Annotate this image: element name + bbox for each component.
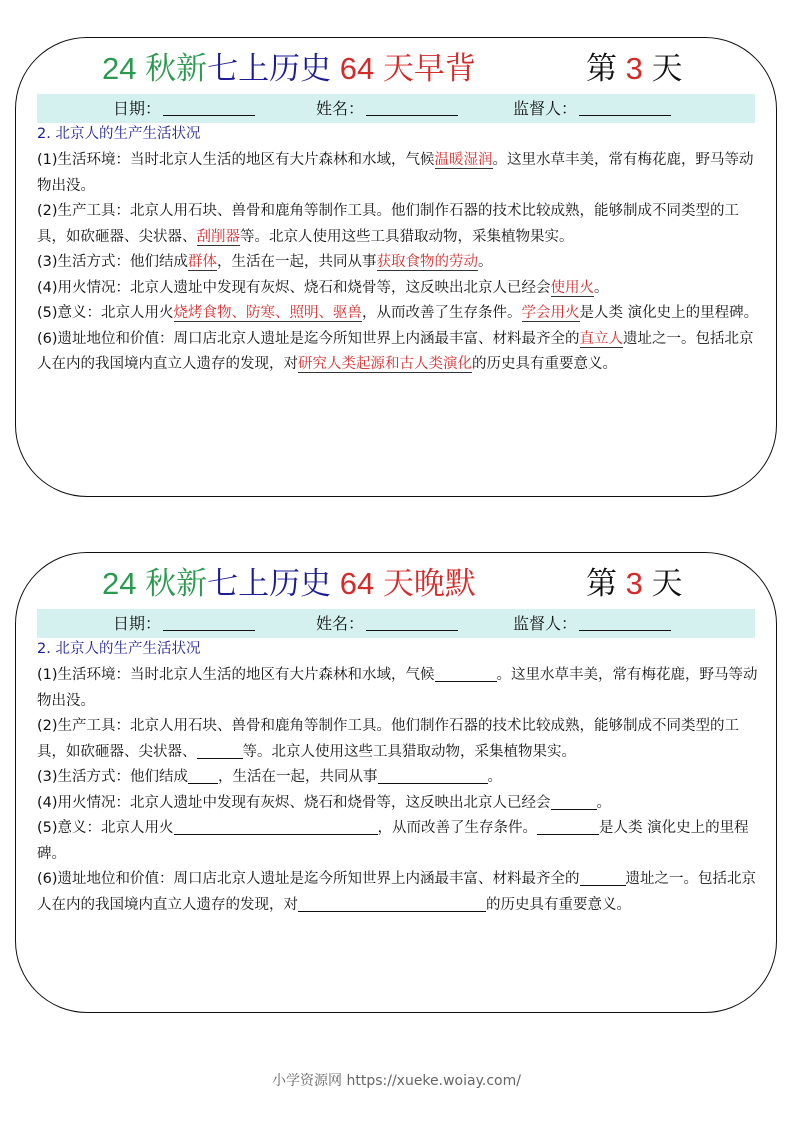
title-part-grade: 24 秋新	[102, 51, 208, 86]
blank-labor[interactable]	[378, 767, 488, 784]
content-body	[37, 663, 759, 918]
title-day: 第 3 天	[586, 51, 683, 86]
title-part-subject: 七上历史	[207, 51, 332, 86]
blank-tool[interactable]	[197, 742, 243, 759]
paragraph-tools: (2)生产工具：北京人用石块、兽骨和鹿角等制作工具。他们制作石器的技术比较成熟，能够制成不同类型的工具，如砍砸器、尖状器、 等。北京人使用这些工具猎取动物，采集植物果实。	[37, 718, 740, 760]
supervisor-field: 监督人：	[513, 609, 671, 638]
morning-recitation-card	[15, 37, 777, 497]
paragraph-site-value: (6)遗址地位和价值：周口店北京人遗址是迄今所知世界上内涵最丰富、材料最齐全的 遗址之一。包括北京人在内的我国境内直立人遗存的发现，对 的历史具有重要意义。	[37, 871, 757, 913]
paragraph-tools: (2)生产工具：北京人用石块、兽骨和鹿角等制作工具。他们制作石器的技术比较成熟，能够制成不同类型的工具，如砍砸器、尖状器、刮削器等。北京人使用这些工具猎取动物，采集植物果实。	[37, 203, 740, 245]
evening-dictation-card	[15, 552, 777, 1013]
blank-research[interactable]	[298, 895, 486, 912]
name-field: 姓名：	[316, 609, 458, 638]
date-field: 日期：	[113, 609, 255, 638]
supervisor-field: 监督人：	[513, 94, 671, 123]
title-part-subject: 七上历史	[207, 566, 332, 601]
paragraph-environment: (1)生活环境：当时北京人生活的地区有大片森林和水域，气候温暖湿润。这里水草丰美，常有梅花鹿，野马等动物出没。	[37, 152, 754, 194]
paragraph-significance: (5)意义：北京人用火烧烤食物、防寒、照明、驱兽，从而改善了生存条件。学会用火是人类 演化史上的里程碑。	[37, 305, 759, 321]
blank-fire-uses[interactable]	[174, 818, 378, 835]
paragraph-fire-use: (4)用火情况：北京人遗址中发现有灰烬、烧石和烧骨等，这反映出北京人已经会使用火。	[37, 279, 609, 296]
footer-watermark: 小学资源网 https://xueke.woiay.com/	[272, 1073, 521, 1089]
title-day: 第 3 天	[586, 566, 683, 601]
section-heading: 2. 北京人的生产生活状况	[37, 126, 201, 142]
card-title	[16, 561, 776, 607]
blank-group[interactable]	[188, 767, 218, 784]
paragraph-lifestyle: (3)生活方式：他们结成群体，生活在一起，共同从事获取食物的劳动。	[37, 254, 493, 270]
title-part-program: 64 天早背	[339, 51, 476, 86]
blank-climate[interactable]	[435, 665, 497, 682]
answer-learn-fire: 学会用火	[521, 305, 580, 321]
paragraph-environment: (1)生活环境：当时北京人生活的地区有大片森林和水域，气候 。这里水草丰美，常有梅花鹿，野马等动物出没。	[37, 667, 758, 709]
card-title	[16, 46, 776, 92]
section-heading: 2. 北京人的生产生活状况	[37, 641, 201, 657]
answer-group: 群体	[188, 254, 218, 270]
name-blank[interactable]	[366, 97, 458, 116]
answer-fire-uses: 烧烤食物、防寒、照明、驱兽	[173, 305, 363, 321]
paragraph-lifestyle: (3)生活方式：他们结成 ，生活在一起，共同从事 。	[37, 769, 503, 785]
name-field: 姓名：	[316, 94, 458, 123]
blank-homo-erectus[interactable]	[580, 869, 626, 886]
title-main	[102, 46, 476, 92]
paragraph-site-value: (6)遗址地位和价值：周口店北京人遗址是迄今所知世界上内涵最丰富、材料最齐全的直立人遗址之一。包括北京人在内的我国境内直立人遗存的发现，对研究人类起源和古人类演化的历史具有重要意义。	[37, 330, 754, 372]
info-bar	[37, 94, 755, 123]
content-body	[37, 148, 759, 378]
supervisor-blank[interactable]	[579, 612, 671, 631]
date-field: 日期：	[113, 94, 255, 123]
blank-use-fire[interactable]	[551, 793, 597, 810]
name-blank[interactable]	[366, 612, 458, 631]
paragraph-fire-use: (4)用火情况：北京人遗址中发现有灰烬、烧石和烧骨等，这反映出北京人已经会 。	[37, 794, 612, 811]
answer-homo-erectus: 直立人	[579, 330, 624, 347]
date-blank[interactable]	[163, 97, 255, 116]
info-bar	[37, 609, 755, 638]
title-main	[102, 561, 476, 607]
date-blank[interactable]	[163, 612, 255, 631]
answer-climate: 温暖湿润	[434, 152, 493, 168]
answer-use-fire: 使用火	[550, 279, 595, 296]
supervisor-blank[interactable]	[579, 97, 671, 116]
blank-learn-fire[interactable]	[537, 818, 599, 835]
answer-tool: 刮削器	[196, 228, 240, 245]
answer-labor: 获取食物的劳动	[376, 254, 479, 270]
title-part-program: 64 天晚默	[339, 566, 476, 601]
paragraph-significance: (5)意义：北京人用火 ，从而改善了生存条件。 是人类 演化史上的里程碑。	[37, 820, 749, 862]
answer-research: 研究人类起源和古人类演化	[298, 356, 472, 372]
day-number: 3	[625, 566, 643, 601]
title-part-grade: 24 秋新	[102, 566, 208, 601]
day-number: 3	[625, 51, 643, 86]
